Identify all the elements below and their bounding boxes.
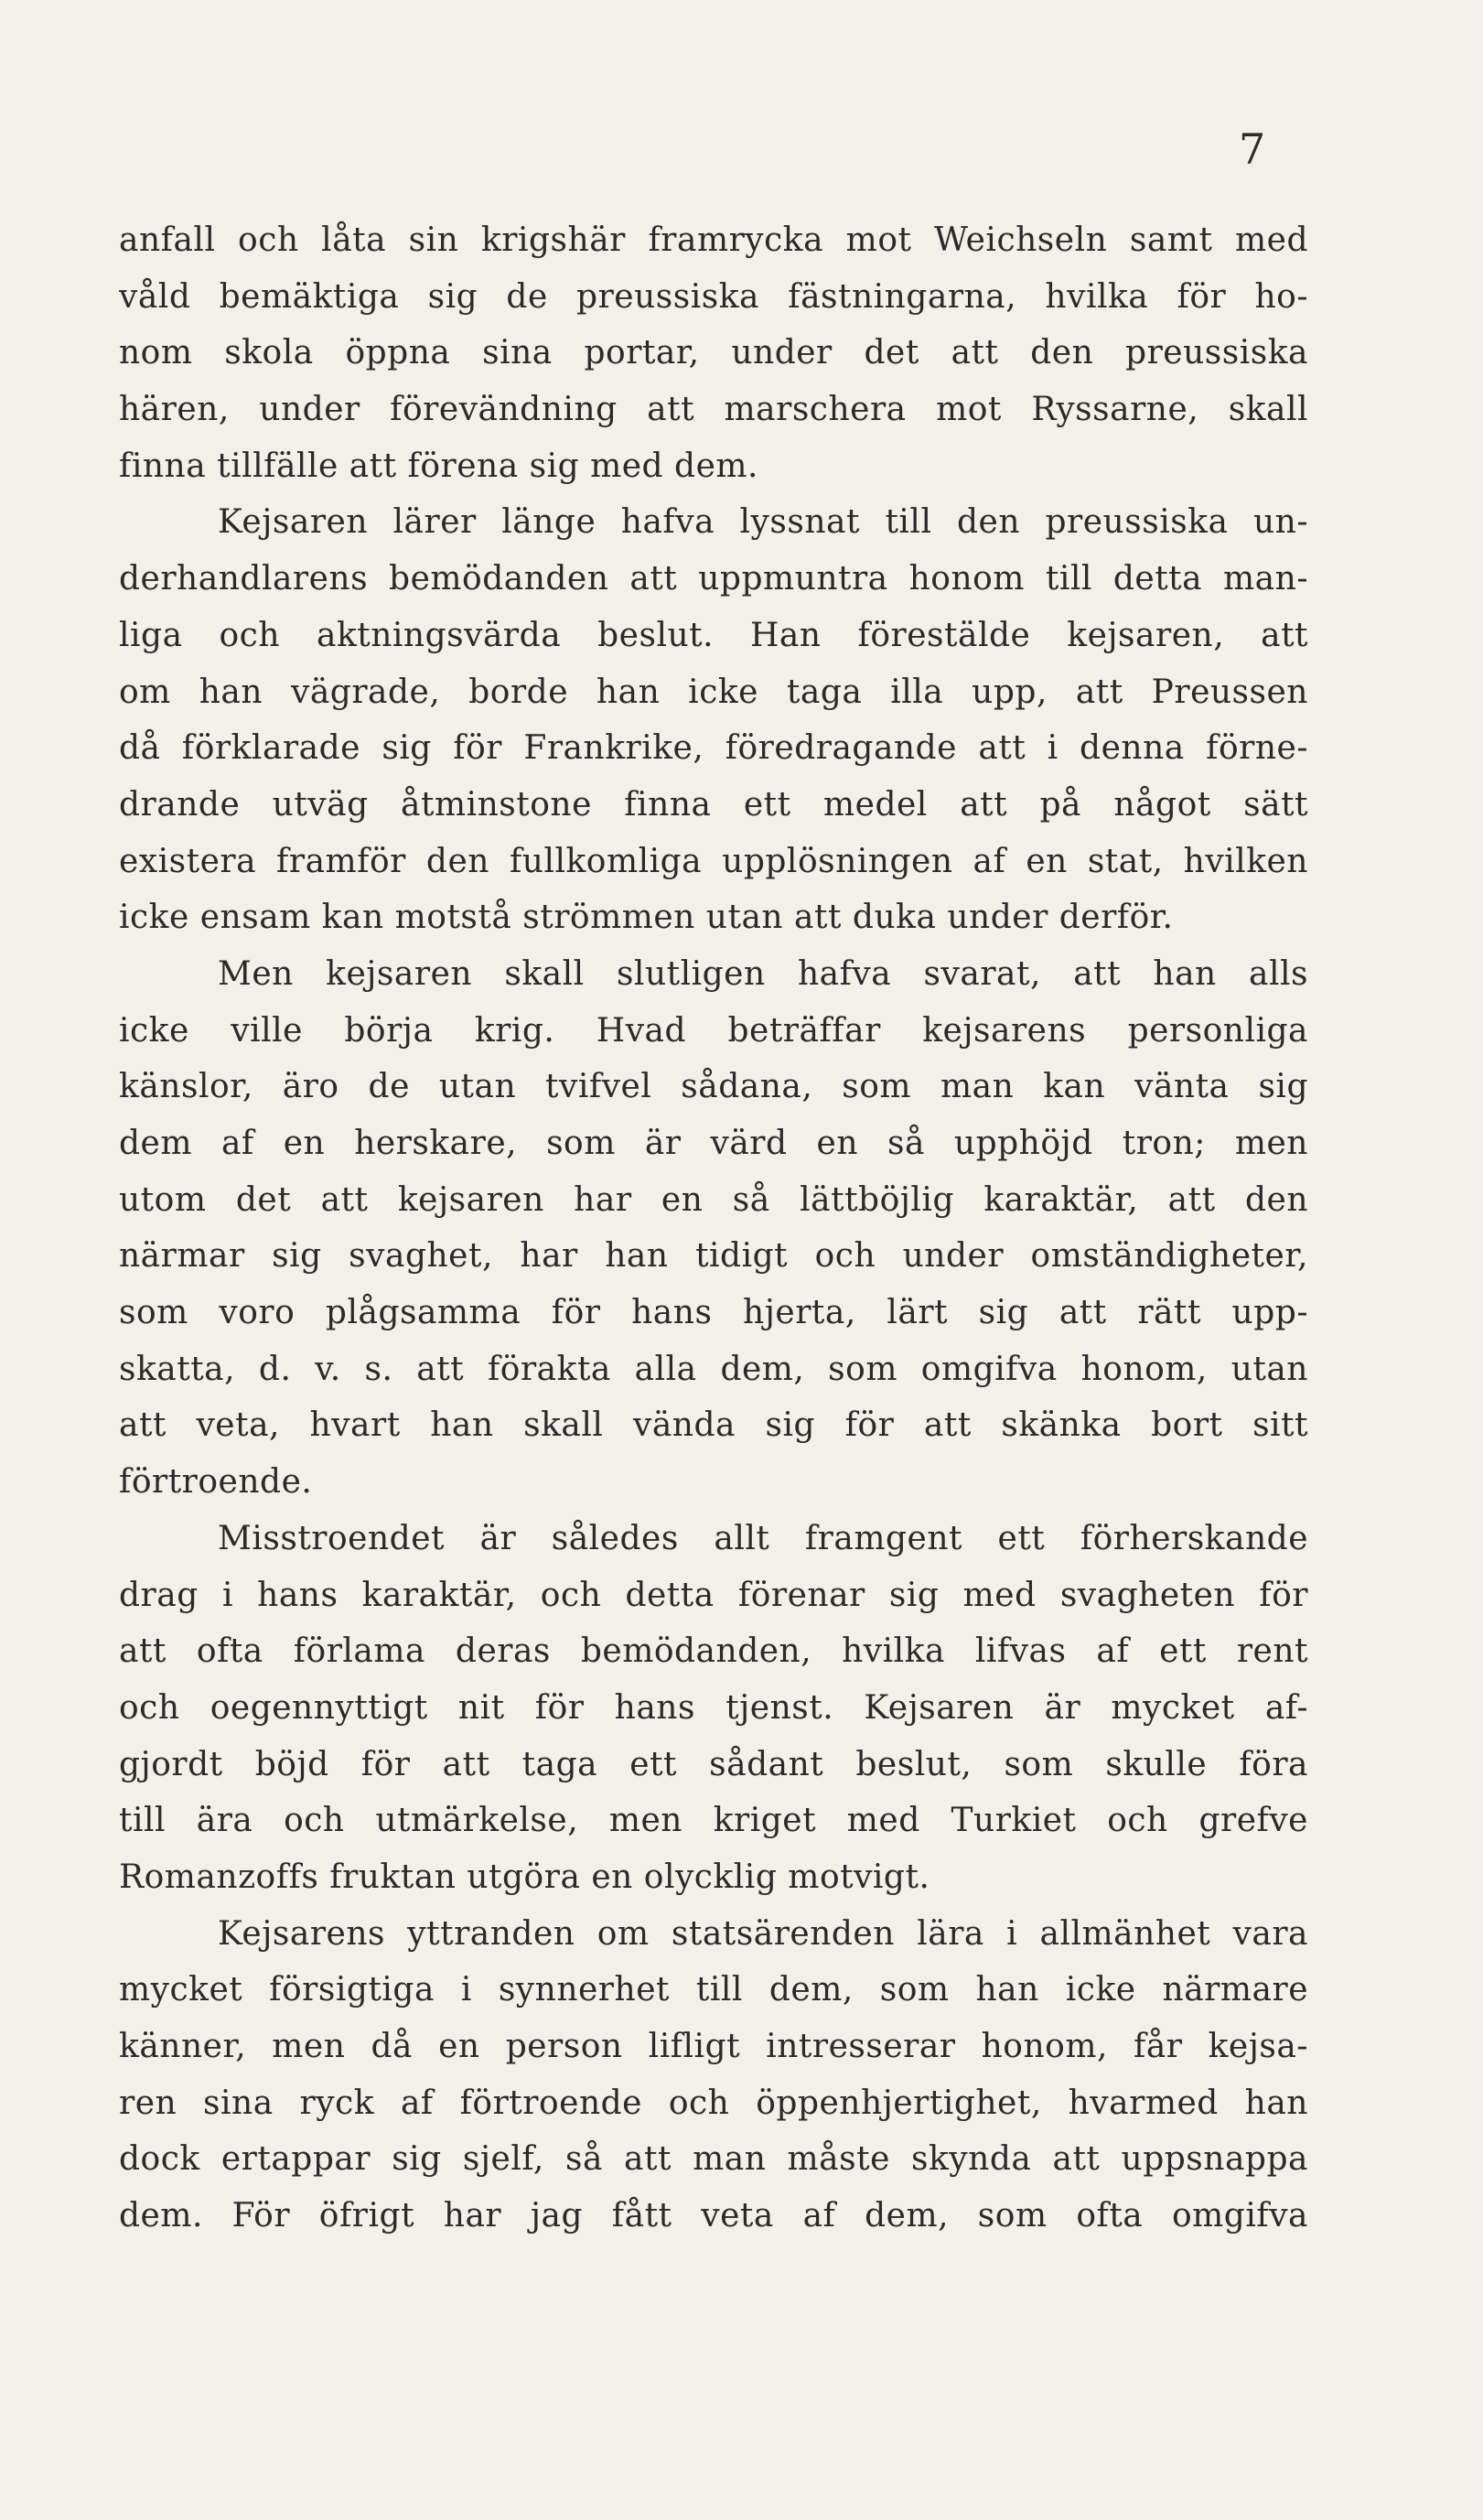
text-line: Men kejsaren skall slutligen hafva svarat, att han alls xyxy=(218,954,1308,993)
page-number: 7 xyxy=(1239,124,1266,174)
text-line: icke ensam kan motstå strömmen utan att duka under derför. xyxy=(119,899,1174,937)
text-line: Kejsaren lärer länge hafva lyssnat till den preussiska un- xyxy=(218,503,1308,542)
text-line: då förklarade sig för Frankrike, föredragande att i denna förne- xyxy=(119,729,1308,768)
text-line: dem. För öfrigt har jag fått veta af dem, som ofta omgifva xyxy=(119,2197,1308,2235)
text-line: dem af en herskare, som är värd en så upphöjd tron; men xyxy=(119,1125,1308,1162)
text-line: utom det att kejsaren har en så lättböjlig karaktär, att den xyxy=(119,1180,1308,1219)
text-line: och oegennyttigt nit för hans tjenst. Kejsaren är mycket af- xyxy=(119,1688,1308,1727)
text-line: om han vägrade, borde han icke taga illa upp, att Preussen xyxy=(119,673,1308,711)
text-line: nom skola öppna sina portar, under det att den preussiska xyxy=(119,334,1308,372)
text-line: finna tillfälle att förena sig med dem. xyxy=(119,447,758,485)
text-line: att veta, hvart han skall vända sig för att skänka bort sitt xyxy=(119,1406,1308,1445)
text-line: som voro plågsamma för hans hjerta, lärt sig att rätt upp- xyxy=(119,1294,1308,1332)
text-line: Romanzoffs fruktan utgöra en olycklig motvigt. xyxy=(119,1858,930,1896)
text-line: gjordt böjd för att taga ett sådant beslut, som skulle föra xyxy=(119,1745,1308,1783)
text-line: förtroende. xyxy=(119,1463,313,1502)
text-line: till ära och utmärkelse, men kriget med Turkiet och grefve xyxy=(119,1802,1308,1840)
text-line: Kejsarens yttranden om statsärenden lära i allmänhet vara xyxy=(218,1914,1308,1953)
text-line: våld bemäktiga sig de preussiska fästningarna, hvilka för ho- xyxy=(119,277,1308,316)
text-line: drag i hans karaktär, och detta förenar sig med svagheten för xyxy=(119,1576,1308,1614)
text-line: hären, under förevändning att marschera mot Ryssarne, skall xyxy=(119,391,1308,429)
text-line: mycket försigtiga i synnerhet till dem, som han icke närmare xyxy=(119,1971,1308,2009)
text-line: ren sina ryck af förtroende och öppenhjertighet, hvarmed han xyxy=(119,2084,1308,2122)
text-line: drande utväg åtminstone finna ett medel att på något sätt xyxy=(119,785,1308,824)
text-line: icke ville börja krig. Hvad beträffar kejsarens personliga xyxy=(119,1011,1308,1050)
text-line: derhandlarens bemödanden att uppmuntra honom till detta man- xyxy=(119,560,1308,598)
body-text xyxy=(119,212,1308,2245)
text-line: existera framför den fullkomliga upplösningen af en stat, hvilken xyxy=(119,842,1308,880)
text-line: känner, men då en person lifligt intresserar honom, får kejsa- xyxy=(119,2028,1308,2065)
text-line: anfall och låta sin krigshär framrycka mot Weichseln samt med xyxy=(119,221,1308,259)
text-line: skatta, d. v. s. att förakta alla dem, som omgifva honom, utan xyxy=(119,1350,1308,1388)
text-line: känslor, äro de utan tvifvel sådana, som man kan vänta sig xyxy=(119,1068,1308,1106)
text-line: att ofta förlama deras bemödanden, hvilka lifvas af ett rent xyxy=(119,1632,1308,1671)
text-line: dock ertappar sig sjelf, så att man måste skynda att uppsnappa xyxy=(119,2140,1308,2179)
text-line: närmar sig svaghet, har han tidigt och under omständigheter, xyxy=(119,1237,1308,1276)
text-line: liga och aktningsvärda beslut. Han förestälde kejsaren, att xyxy=(119,616,1308,654)
text-line: Misstroendet är således allt framgent ett förherskande xyxy=(218,1519,1308,1557)
